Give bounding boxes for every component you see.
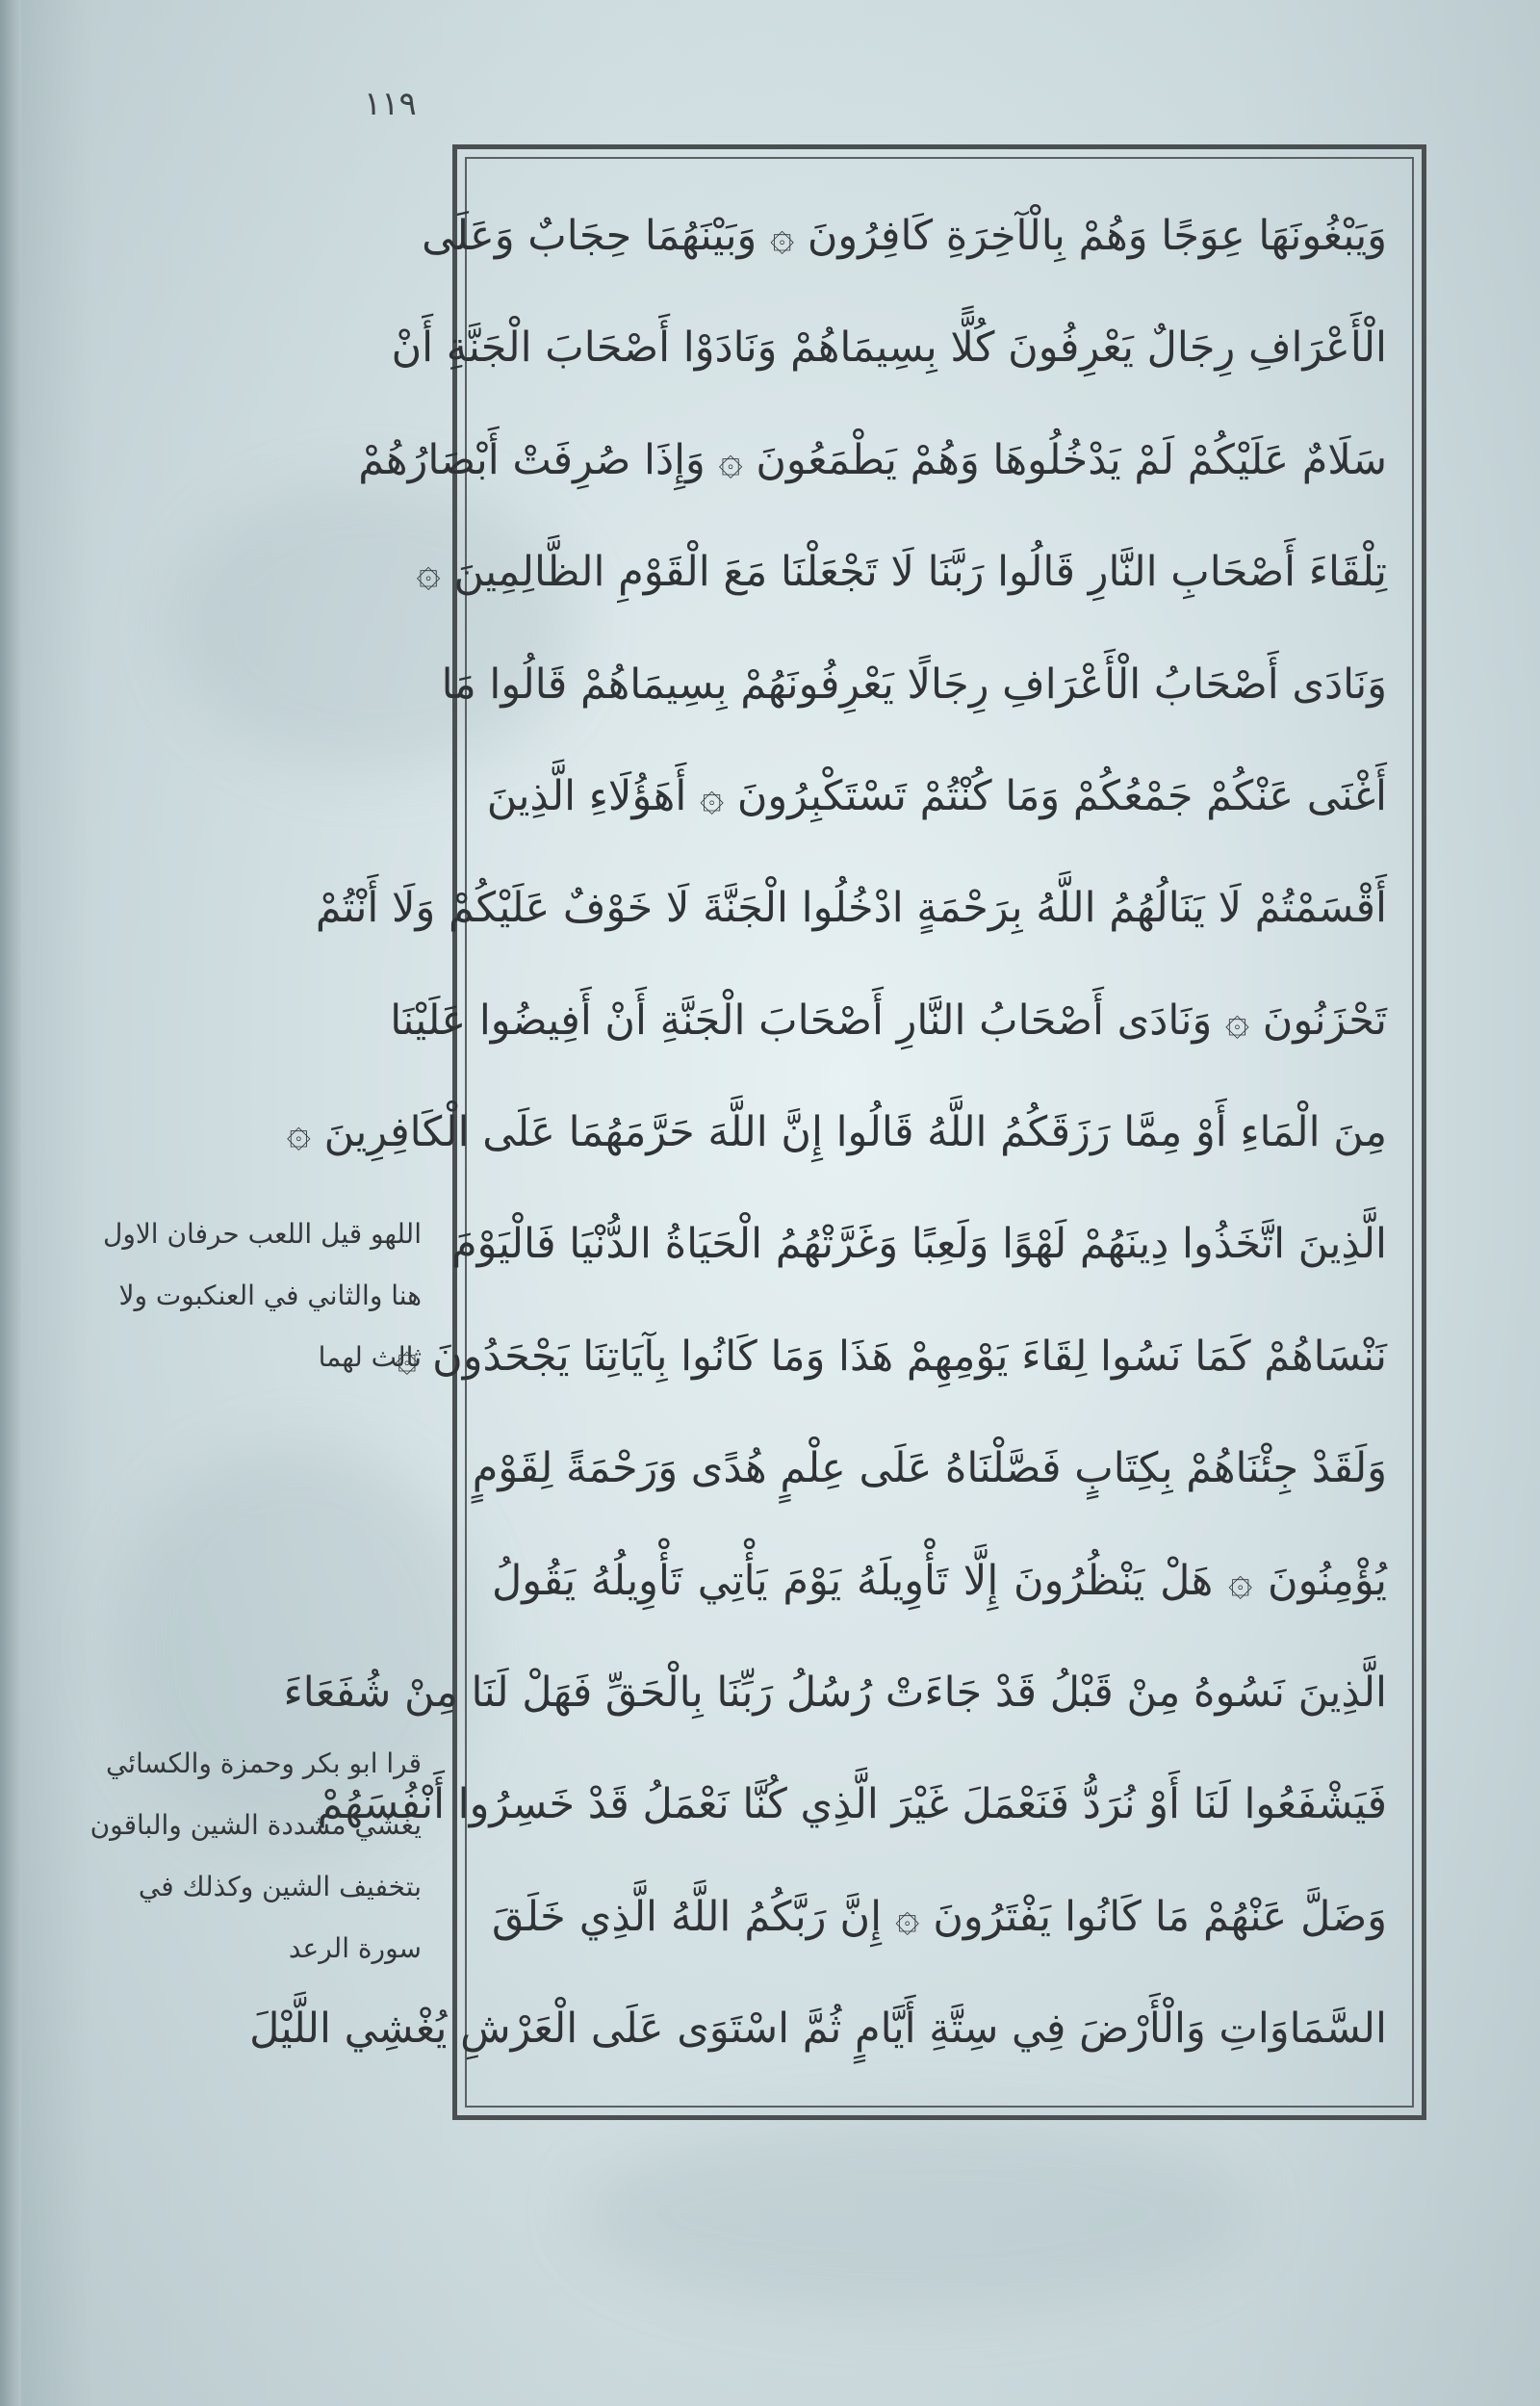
margin-note — [102, 1203, 422, 1388]
verse-line: السَّمَاوَاتِ وَالْأَرْضَ فِي سِتَّةِ أَيَّامٍ ثُمَّ اسْتَوَى عَلَى الْعَرْشِ يُغْشِي اللَّيْلَ — [249, 2005, 1387, 2053]
verse-line: وَنَادَى أَصْحَابُ الْأَعْرَافِ رِجَالًا يَعْرِفُونَهُمْ بِسِيمَاهُمْ قَالُوا مَا — [441, 660, 1387, 709]
margin-note-line: سورة الرعد — [288, 1932, 422, 1964]
verse-line: أَقْسَمْتُمْ لَا يَنَالُهُمُ اللَّهُ بِرَحْمَةٍ ادْخُلُوا الْجَنَّةَ لَا خَوْفٌ عَلَيْكُمْ وَلَا أَنْتُمْ — [315, 884, 1387, 933]
margin-note-line: اللهو قيل اللعب حرفان الاول — [102, 1218, 422, 1250]
margin-note-line: قرا ابو بكر وحمزة والكسائي — [105, 1747, 422, 1779]
margin-note-line: يغشي مشددة الشين والباقون — [90, 1809, 422, 1841]
verse-line: أَغْنَى عَنْكُمْ جَمْعُكُمْ وَمَا كُنْتُمْ تَسْتَكْبِرُونَ ۞ أَهَؤُلَاءِ الَّذِينَ — [486, 771, 1387, 820]
verse-line: وَضَلَّ عَنْهُمْ مَا كَانُوا يَفْتَرُونَ ۞ إِنَّ رَبَّكُمُ اللَّهُ الَّذِي خَلَقَ — [492, 1892, 1387, 1941]
margin-note-line: هنا والثاني في العنكبوت ولا — [118, 1280, 422, 1311]
verse-line: تَحْزَنُونَ ۞ وَنَادَى أَصْحَابُ النَّارِ أَصْحَابَ الْجَنَّةِ أَنْ أَفِيضُوا عَلَيْنَا — [390, 996, 1387, 1045]
verse-line: الَّذِينَ اتَّخَذُوا دِينَهُمْ لَهْوًا وَلَعِبًا وَغَرَّتْهُمُ الْحَيَاةُ الدُّنْيَا فَالْيَوْمَ — [451, 1220, 1387, 1269]
page-edge — [0, 0, 21, 2406]
margin-note-line: ثالث لهما — [318, 1341, 422, 1373]
verse-line: فَيَشْفَعُوا لَنَا أَوْ نُرَدُّ فَنَعْمَلَ غَيْرَ الَّذِي كُنَّا نَعْمَلُ قَدْ خَسِرُوا أَنْفُسَهُمْ — [317, 1780, 1387, 1829]
margin-note — [90, 1733, 422, 1979]
verse-line: نَنْسَاهُمْ كَمَا نَسُوا لِقَاءَ يَوْمِهِمْ هَذَا وَمَا كَانُوا بِآيَاتِنَا يَجْحَدُونَ ۞ — [395, 1332, 1387, 1381]
verse-line: الَّذِينَ نَسُوهُ مِنْ قَبْلُ قَدْ جَاءَتْ رُسُلُ رَبِّنَا بِالْحَقِّ فَهَلْ لَنَا مِنْ شُفَعَاءَ — [283, 1668, 1387, 1717]
page-stain — [578, 2118, 1251, 2311]
verse-line: يُؤْمِنُونَ ۞ هَلْ يَنْظُرُونَ إِلَّا تَأْوِيلَهُ يَوْمَ يَأْتِي تَأْوِيلُهُ يَقُولُ — [492, 1556, 1387, 1605]
margin-note-line: بتخفيف الشين وكذلك في — [138, 1871, 422, 1902]
page-number: ١١٩ — [364, 85, 417, 123]
verse-line: مِنَ الْمَاءِ أَوْ مِمَّا رَزَقَكُمُ اللَّهُ قَالُوا إِنَّ اللَّهَ حَرَّمَهُمَا عَلَى الْكَافِرِينَ ۞ — [286, 1108, 1387, 1156]
verse-line: وَلَقَدْ جِئْنَاهُمْ بِكِتَابٍ فَصَّلْنَاهُ عَلَى عِلْمٍ هُدًى وَرَحْمَةً لِقَوْمٍ — [472, 1444, 1387, 1493]
verse-line: الْأَعْرَافِ رِجَالٌ يَعْرِفُونَ كُلًّا بِسِيمَاهُمْ وَنَادَوْا أَصْحَابَ الْجَنَّةِ أَنْ — [391, 323, 1387, 373]
verse-line: تِلْقَاءَ أَصْحَابِ النَّارِ قَالُوا رَبَّنَا لَا تَجْعَلْنَا مَعَ الْقَوْمِ الظَّالِمِينَ ۞ — [416, 548, 1387, 597]
verse-line: وَيَبْغُونَهَا عِوَجًا وَهُمْ بِالْآخِرَةِ كَافِرُونَ ۞ وَبَيْنَهُمَا حِجَابٌ وَعَلَى — [422, 212, 1387, 260]
verse-line: سَلَامٌ عَلَيْكُمْ لَمْ يَدْخُلُوهَا وَهُمْ يَطْمَعُونَ ۞ وَإِذَا صُرِفَتْ أَبْصَارُهُمْ — [358, 435, 1387, 484]
